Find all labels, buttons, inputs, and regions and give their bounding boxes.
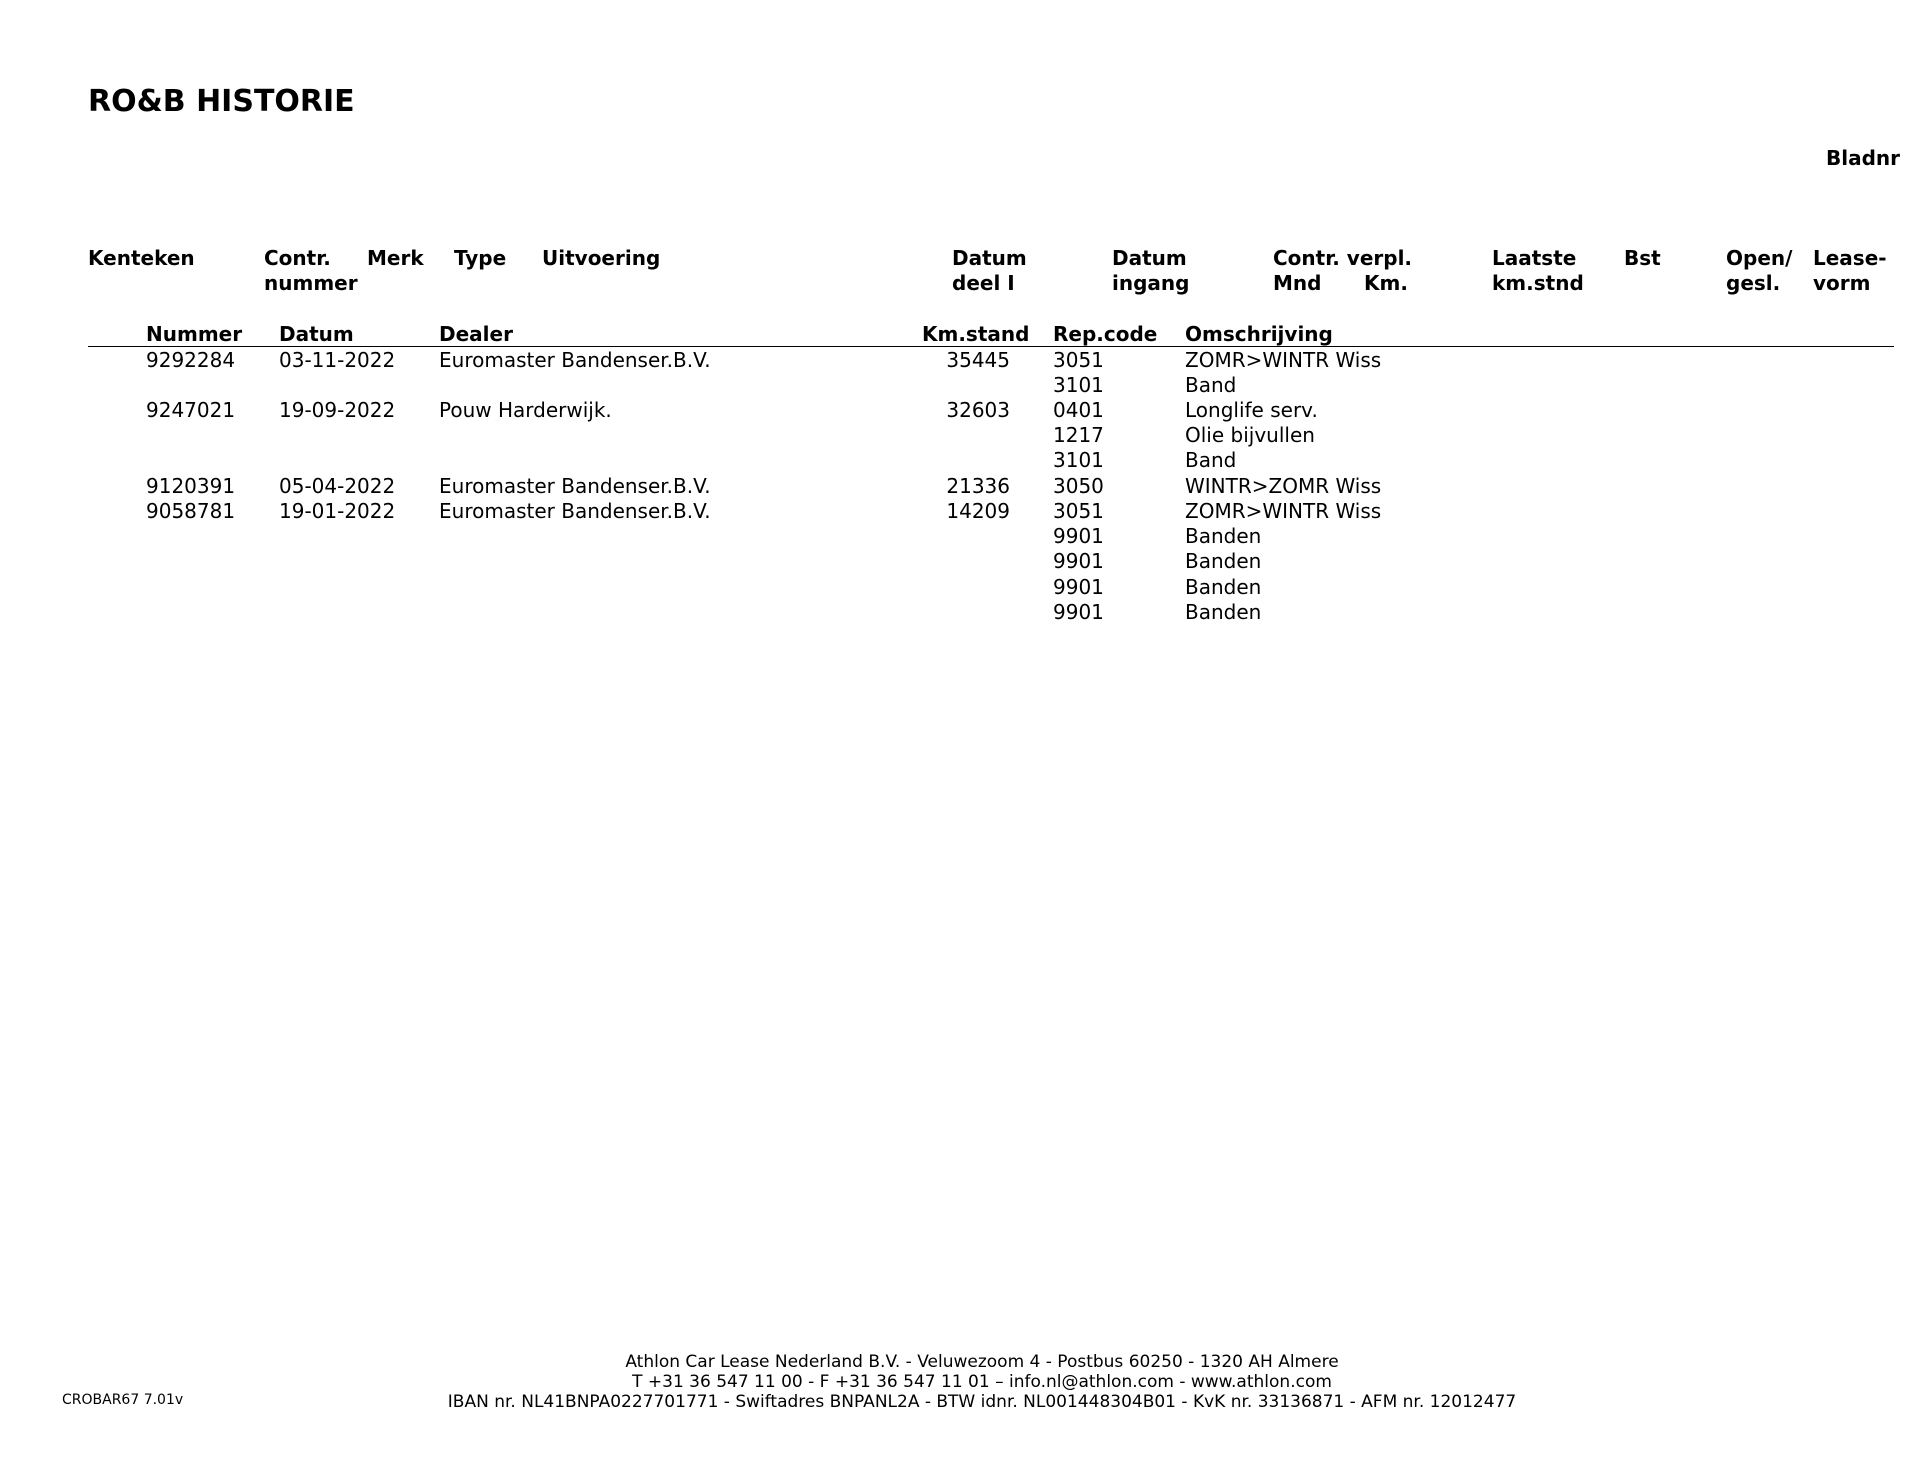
cell-omschrijving: ZOMR>WINTR Wiss: [1185, 499, 1382, 523]
cell-omschrijving: Banden: [1185, 575, 1262, 599]
table-row: [0, 398, 1920, 423]
subheader-datum: Datum: [279, 322, 354, 346]
subheader-repcode: Rep.code: [1053, 322, 1158, 346]
cell-repcode: 9901: [1053, 600, 1104, 624]
header-datum-deel: Datum: [952, 246, 1027, 270]
page-title: RO&B HISTORIE: [88, 84, 355, 119]
cell-repcode: 3051: [1053, 499, 1104, 523]
cell-dealer: Pouw Harderwijk.: [439, 398, 612, 422]
table-row: [0, 549, 1920, 574]
header-divider: [88, 346, 1894, 347]
cell-omschrijving: Banden: [1185, 524, 1262, 548]
cell-dealer: Euromaster Bandenser.B.V.: [439, 474, 711, 498]
table-row: [0, 474, 1920, 499]
subheader-nummer: Nummer: [146, 322, 243, 346]
cell-repcode: 9901: [1053, 524, 1104, 548]
header-ingang: ingang: [1112, 271, 1190, 295]
cell-dealer: Euromaster Bandenser.B.V.: [439, 348, 711, 372]
table-row: [0, 600, 1920, 625]
cell-omschrijving: Band: [1185, 448, 1237, 472]
cell-nummer: 9058781: [146, 499, 236, 523]
header-laatste: Laatste: [1492, 246, 1577, 270]
table-row: [0, 373, 1920, 398]
header-gesl: gesl.: [1726, 271, 1781, 295]
header-mnd: Mnd: [1273, 271, 1322, 295]
cell-repcode: 0401: [1053, 398, 1104, 422]
table-row: [0, 448, 1920, 473]
cell-repcode: 3051: [1053, 348, 1104, 372]
table-row: [0, 348, 1920, 373]
cell-kmstand: 32603: [946, 398, 1010, 422]
cell-nummer: 9120391: [146, 474, 236, 498]
cell-nummer: 9292284: [146, 348, 236, 372]
header-deel-i: deel I: [952, 271, 1015, 295]
form-code: CROBAR67 7.01v: [62, 1392, 184, 1408]
header-open: Open/: [1726, 246, 1793, 270]
cell-omschrijving: ZOMR>WINTR Wiss: [1185, 348, 1382, 372]
subheader-dealer: Dealer: [439, 322, 513, 346]
cell-kmstand: 35445: [946, 348, 1010, 372]
cell-omschrijving: Banden: [1185, 600, 1262, 624]
header-uitvoering: Uitvoering: [542, 246, 661, 270]
subheader-kmstand: Km.stand: [922, 322, 1030, 346]
cell-datum: 19-09-2022: [279, 398, 396, 422]
cell-kmstand: 21336: [946, 474, 1010, 498]
cell-repcode: 3101: [1053, 373, 1104, 397]
header-contr: Contr.: [264, 246, 331, 270]
cell-datum: 03-11-2022: [279, 348, 396, 372]
cell-omschrijving: WINTR>ZOMR Wiss: [1185, 474, 1382, 498]
header-contr-verpl: Contr. verpl.: [1273, 246, 1413, 270]
table-row: [0, 524, 1920, 549]
cell-repcode: 9901: [1053, 549, 1104, 573]
cell-repcode: 3101: [1053, 448, 1104, 472]
header-vorm: vorm: [1813, 271, 1871, 295]
header-kenteken: Kenteken: [88, 246, 195, 270]
cell-repcode: 9901: [1053, 575, 1104, 599]
header-kmstnd: km.stnd: [1492, 271, 1584, 295]
cell-omschrijving: Banden: [1185, 549, 1262, 573]
header-lease: Lease-: [1813, 246, 1887, 270]
table-row: [0, 575, 1920, 600]
header-bst: Bst: [1624, 246, 1661, 270]
cell-repcode: 1217: [1053, 423, 1104, 447]
header-km: Km.: [1364, 271, 1408, 295]
cell-dealer: Euromaster Bandenser.B.V.: [439, 499, 711, 523]
subheader-omschrijving: Omschrijving: [1185, 322, 1333, 346]
cell-omschrijving: Longlife serv.: [1185, 398, 1318, 422]
cell-omschrijving: Olie bijvullen: [1185, 423, 1315, 447]
footer-contact: T +31 36 547 11 00 - F +31 36 547 11 01 – info.nl@athlon.com - www.athlon.com: [632, 1372, 1332, 1392]
header-datum-ingang: Datum: [1112, 246, 1187, 270]
table-row: [0, 499, 1920, 524]
page-number-label: Bladnr: [1825, 146, 1900, 170]
table-row: [0, 423, 1920, 448]
header-nummer: nummer: [264, 271, 358, 295]
header-type: Type: [454, 246, 507, 270]
cell-nummer: 9247021: [146, 398, 236, 422]
cell-datum: 05-04-2022: [279, 474, 396, 498]
cell-repcode: 3050: [1053, 474, 1104, 498]
header-merk: Merk: [367, 246, 424, 270]
footer-address: Athlon Car Lease Nederland B.V. - Veluwezoom 4 - Postbus 60250 - 1320 AH Almere: [625, 1352, 1339, 1372]
cell-kmstand: 14209: [946, 499, 1010, 523]
cell-omschrijving: Band: [1185, 373, 1237, 397]
footer-bank-details: IBAN nr. NL41BNPA0227701771 - Swiftadres BNPANL2A - BTW idnr. NL001448304B01 - KvK nr. 33136871 - AFM nr. 12012477: [447, 1392, 1517, 1412]
cell-datum: 19-01-2022: [279, 499, 396, 523]
